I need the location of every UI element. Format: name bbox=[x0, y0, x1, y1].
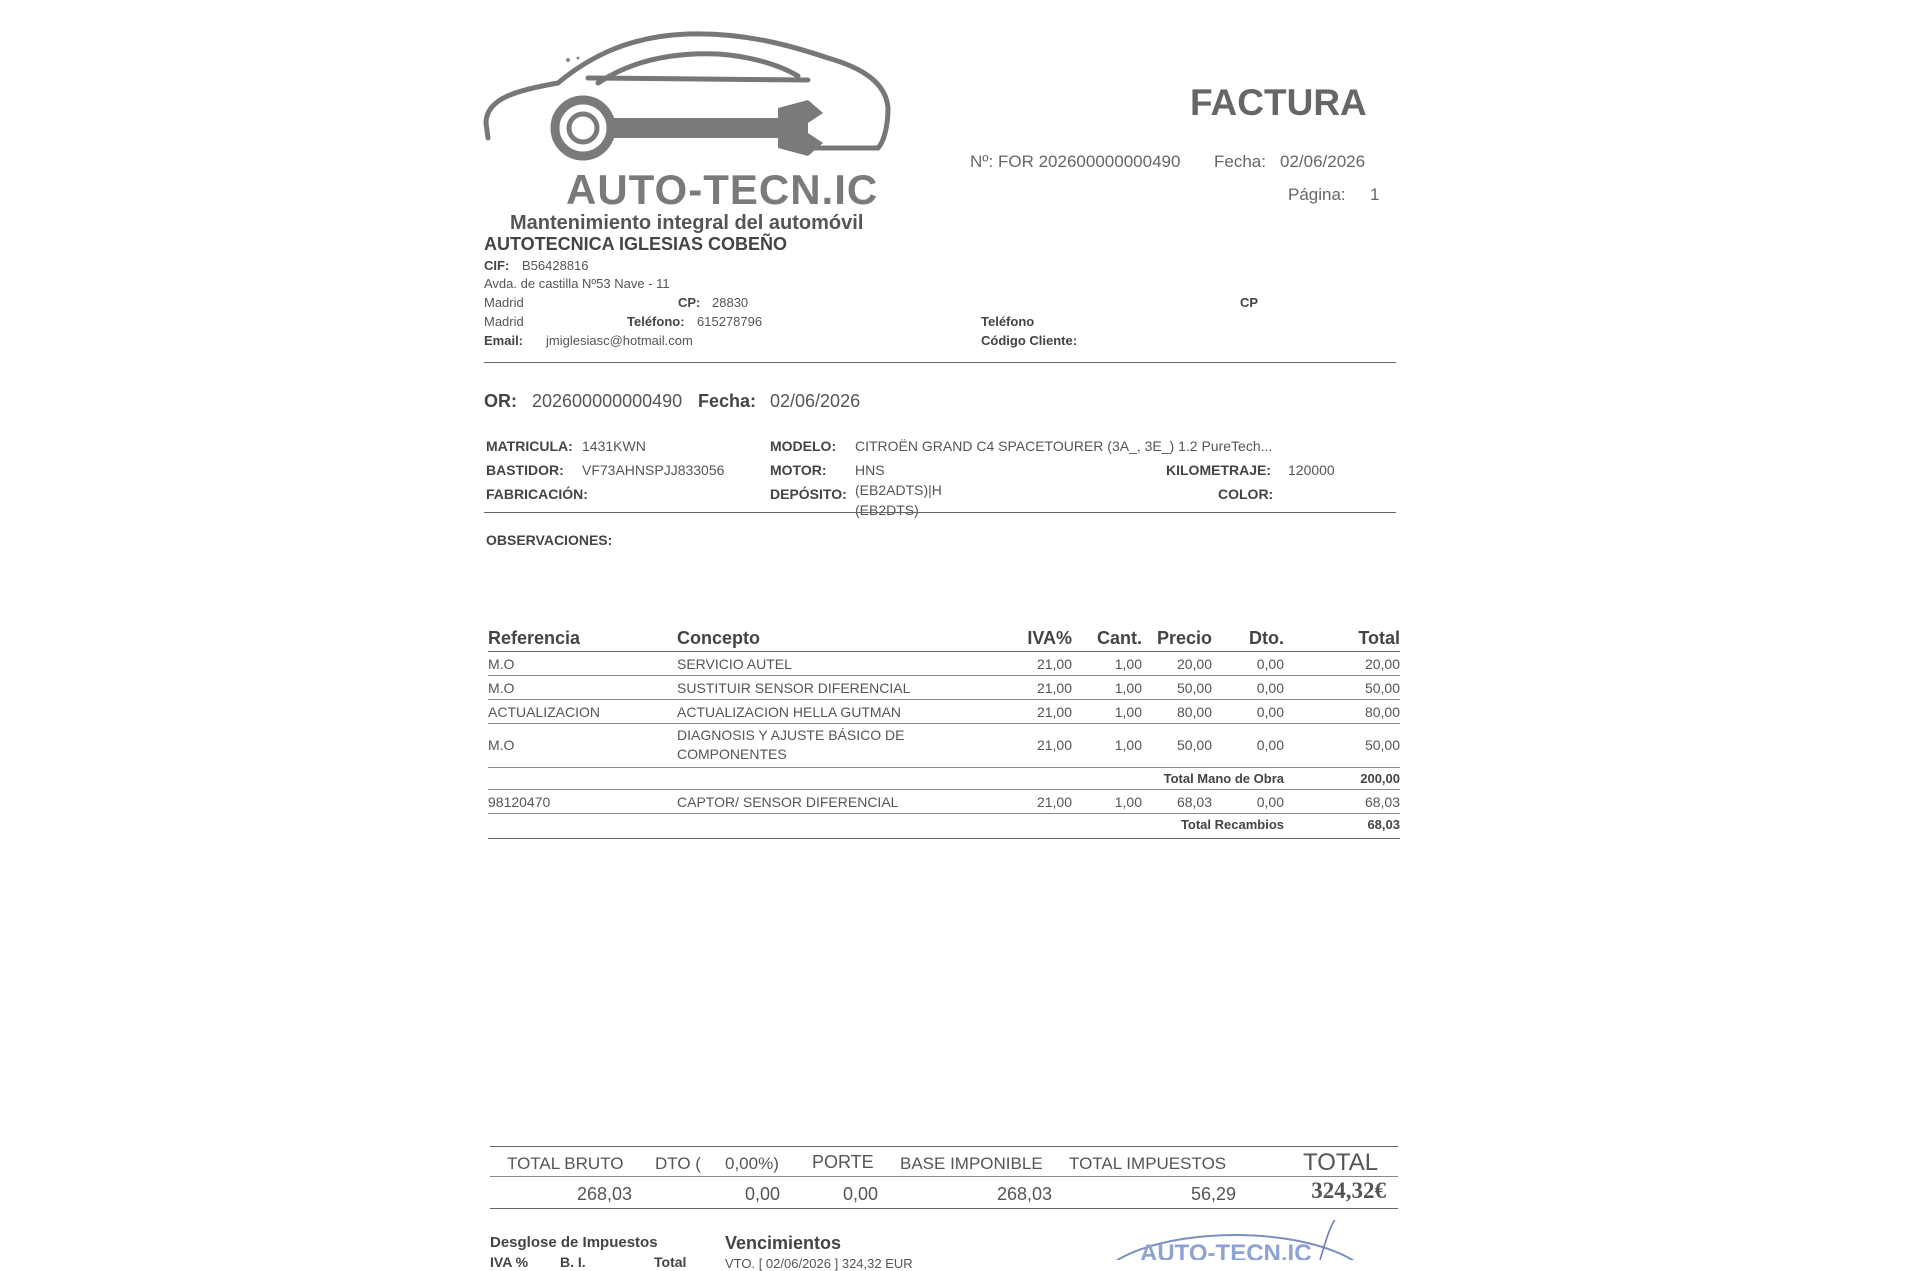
matricula-label: MATRICULA: bbox=[486, 438, 573, 454]
row-concepto: SERVICIO AUTEL bbox=[677, 656, 792, 672]
subtotal-rec-label: Total Recambios bbox=[1180, 817, 1284, 832]
company-address: Avda. de castilla Nº53 Nave - 11 bbox=[484, 276, 670, 291]
subtotal-rec-value: 68,03 bbox=[1367, 817, 1400, 832]
col-header-concepto: Concepto bbox=[677, 628, 760, 648]
deposito-value-1: (EB2ADTS)|H bbox=[855, 482, 942, 498]
company-email: jmiglesiasc@hotmail.com bbox=[546, 333, 693, 348]
totals-top-divider bbox=[490, 1146, 1398, 1147]
row-precio: 20,00 bbox=[1176, 656, 1212, 672]
total-bruto-label: TOTAL BRUTO bbox=[507, 1154, 624, 1173]
row-ref: M.O bbox=[488, 737, 515, 753]
col-header-iva: IVA% bbox=[1027, 628, 1072, 648]
company-logo bbox=[478, 28, 898, 238]
total-impuestos-label: TOTAL IMPUESTOS bbox=[1069, 1154, 1227, 1173]
totals-bottom-divider bbox=[490, 1208, 1398, 1209]
vencimiento-line: VTO. [ 02/06/2026 ] 324,32 EUR bbox=[725, 1256, 913, 1271]
porte-label: PORTE bbox=[812, 1152, 874, 1172]
row-iva: 21,00 bbox=[1036, 656, 1072, 672]
row-iva: 21,00 bbox=[1036, 680, 1072, 696]
row-precio: 50,00 bbox=[1176, 737, 1212, 753]
stamp-text: AUTO-TECN.IC bbox=[1140, 1240, 1312, 1260]
row-cant: 1,00 bbox=[1114, 656, 1142, 672]
row-concepto: ACTUALIZACION HELLA GUTMAN bbox=[677, 704, 902, 720]
row-dto: 0,00 bbox=[1256, 794, 1284, 810]
fabricacion-label: FABRICACIÓN: bbox=[486, 486, 588, 502]
cif-label: CIF: bbox=[484, 258, 510, 273]
row-iva: 21,00 bbox=[1036, 737, 1072, 753]
vencimientos-label: Vencimientos bbox=[725, 1233, 842, 1253]
desglose-impuestos-label: Desglose de Impuestos bbox=[490, 1234, 658, 1251]
row-divider bbox=[488, 813, 1400, 814]
row-total: 20,00 bbox=[1364, 656, 1400, 672]
row-total: 80,00 bbox=[1364, 704, 1400, 720]
col-header-precio: Precio bbox=[1156, 628, 1212, 648]
total-bruto-value: 268,03 bbox=[576, 1184, 632, 1204]
client-code-label: Código Cliente: bbox=[981, 333, 1078, 348]
dto-percent: 0,00%) bbox=[725, 1154, 779, 1173]
row-ref: ACTUALIZACION bbox=[488, 704, 601, 720]
row-precio: 80,00 bbox=[1176, 704, 1212, 720]
row-ref: M.O bbox=[488, 680, 515, 696]
bastidor-label: BASTIDOR: bbox=[486, 462, 564, 478]
deposito-value-2: (EB2DTS) bbox=[855, 502, 919, 518]
table-header-divider bbox=[488, 651, 1400, 652]
row-total: 50,00 bbox=[1364, 680, 1400, 696]
row-cant: 1,00 bbox=[1114, 680, 1142, 696]
row-dto: 0,00 bbox=[1256, 704, 1284, 720]
deposito-label: DEPÓSITO: bbox=[770, 486, 847, 502]
row-precio: 50,00 bbox=[1176, 680, 1212, 696]
row-total: 68,03 bbox=[1364, 794, 1400, 810]
total-label: TOTAL bbox=[1303, 1149, 1379, 1176]
company-cp: 28830 bbox=[712, 295, 749, 310]
row-concepto: DIAGNOSIS Y AJUSTE BÁSICO DE bbox=[677, 727, 905, 743]
row-precio: 68,03 bbox=[1176, 794, 1212, 810]
kilometraje-value: 120000 bbox=[1288, 462, 1335, 478]
or-label: OR: bbox=[484, 391, 517, 411]
or-date: 02/06/2026 bbox=[770, 391, 861, 411]
row-iva: 21,00 bbox=[1036, 794, 1072, 810]
row-dto: 0,00 bbox=[1256, 680, 1284, 696]
row-cant: 1,00 bbox=[1114, 704, 1142, 720]
row-divider bbox=[488, 789, 1400, 790]
col-header-cant: Cant. bbox=[1097, 628, 1142, 648]
invoice-number-label: Nº: bbox=[970, 152, 994, 171]
col-header-dto: Dto. bbox=[1249, 628, 1284, 648]
car-wrench-logo-icon bbox=[478, 28, 898, 178]
row-concepto: SUSTITUIR SENSOR DIFERENCIAL bbox=[677, 680, 911, 696]
base-imponible-value: 268,03 bbox=[996, 1184, 1052, 1204]
client-phone-label: Teléfono bbox=[981, 314, 1035, 329]
row-divider bbox=[488, 723, 1400, 724]
base-imponible-label: BASE IMPONIBLE bbox=[900, 1154, 1043, 1173]
row-ref: M.O bbox=[488, 656, 515, 672]
invoice-date: 02/06/2026 bbox=[1280, 152, 1366, 171]
total-impuestos-value: 56,29 bbox=[1190, 1184, 1236, 1204]
motor-value: HNS bbox=[855, 462, 885, 478]
bastidor-value: VF73AHNSPJJ833056 bbox=[582, 462, 725, 478]
document-title: FACTURA bbox=[1190, 82, 1367, 123]
logo-tagline: Mantenimiento integral del automóvil bbox=[510, 212, 864, 234]
company-name: AUTOTECNICA IGLESIAS COBEÑO bbox=[484, 234, 788, 254]
row-dto: 0,00 bbox=[1256, 737, 1284, 753]
row-ref: 98120470 bbox=[488, 794, 551, 810]
modelo-value: CITROËN GRAND C4 SPACETOURER (3A_, 3E_) 1.2 PureTech... bbox=[855, 438, 1273, 454]
row-total: 50,00 bbox=[1364, 737, 1400, 753]
row-divider bbox=[488, 699, 1400, 700]
row-concepto-line2: COMPONENTES bbox=[677, 746, 787, 762]
or-date-label: Fecha: bbox=[698, 391, 757, 411]
subtotal-mo-value: 200,00 bbox=[1360, 771, 1400, 786]
page-label: Página: bbox=[1288, 185, 1346, 204]
row-cant: 1,00 bbox=[1114, 737, 1142, 753]
company-province: Madrid bbox=[484, 314, 524, 329]
porte-value: 0,00 bbox=[842, 1184, 878, 1204]
table-bottom-divider bbox=[488, 838, 1400, 839]
iva-col-header: IVA % bbox=[490, 1254, 529, 1270]
vehicle-divider bbox=[484, 512, 1396, 513]
dto-value: 0,00 bbox=[744, 1184, 780, 1204]
client-cp-label: CP bbox=[1240, 295, 1259, 310]
subtotal-mo-label: Total Mano de Obra bbox=[1163, 771, 1284, 786]
invoice-date-label: Fecha: bbox=[1214, 152, 1266, 171]
totals-mid-divider bbox=[490, 1176, 1398, 1177]
header-divider bbox=[484, 362, 1396, 363]
row-dto: 0,00 bbox=[1256, 656, 1284, 672]
kilometraje-label: KILOMETRAJE: bbox=[1166, 462, 1271, 478]
company-stamp bbox=[1090, 1220, 1390, 1260]
company-email-label: Email: bbox=[484, 333, 524, 348]
company-city: Madrid bbox=[484, 295, 524, 310]
dto-label: DTO ( bbox=[655, 1154, 701, 1173]
company-phone: 615278796 bbox=[697, 314, 763, 329]
row-cant: 1,00 bbox=[1114, 794, 1142, 810]
or-number: 202600000000490 bbox=[532, 391, 683, 411]
page-number: 1 bbox=[1370, 185, 1380, 204]
row-concepto: CAPTOR/ SENSOR DIFERENCIAL bbox=[677, 794, 899, 810]
logo-brand-text: AUTO-TECN.IC bbox=[566, 166, 879, 213]
color-label: COLOR: bbox=[1218, 486, 1274, 502]
row-divider bbox=[488, 767, 1400, 768]
company-cp-label: CP: bbox=[678, 295, 701, 310]
observaciones-label: OBSERVACIONES: bbox=[486, 532, 613, 548]
cif-value: B56428816 bbox=[522, 258, 589, 273]
invoice-number: FOR 202600000000490 bbox=[998, 152, 1181, 171]
modelo-label: MODELO: bbox=[770, 438, 837, 454]
company-phone-label: Teléfono: bbox=[627, 314, 685, 329]
motor-label: MOTOR: bbox=[770, 462, 827, 478]
row-divider bbox=[488, 675, 1400, 676]
total-value: 324,32€ bbox=[1311, 1178, 1386, 1203]
matricula-value: 1431KWN bbox=[582, 438, 646, 454]
total-col-header: Total bbox=[654, 1254, 687, 1270]
col-header-total: Total bbox=[1358, 628, 1400, 648]
bi-col-header: B. I. bbox=[560, 1254, 586, 1270]
col-header-referencia: Referencia bbox=[488, 628, 581, 648]
row-iva: 21,00 bbox=[1036, 704, 1072, 720]
